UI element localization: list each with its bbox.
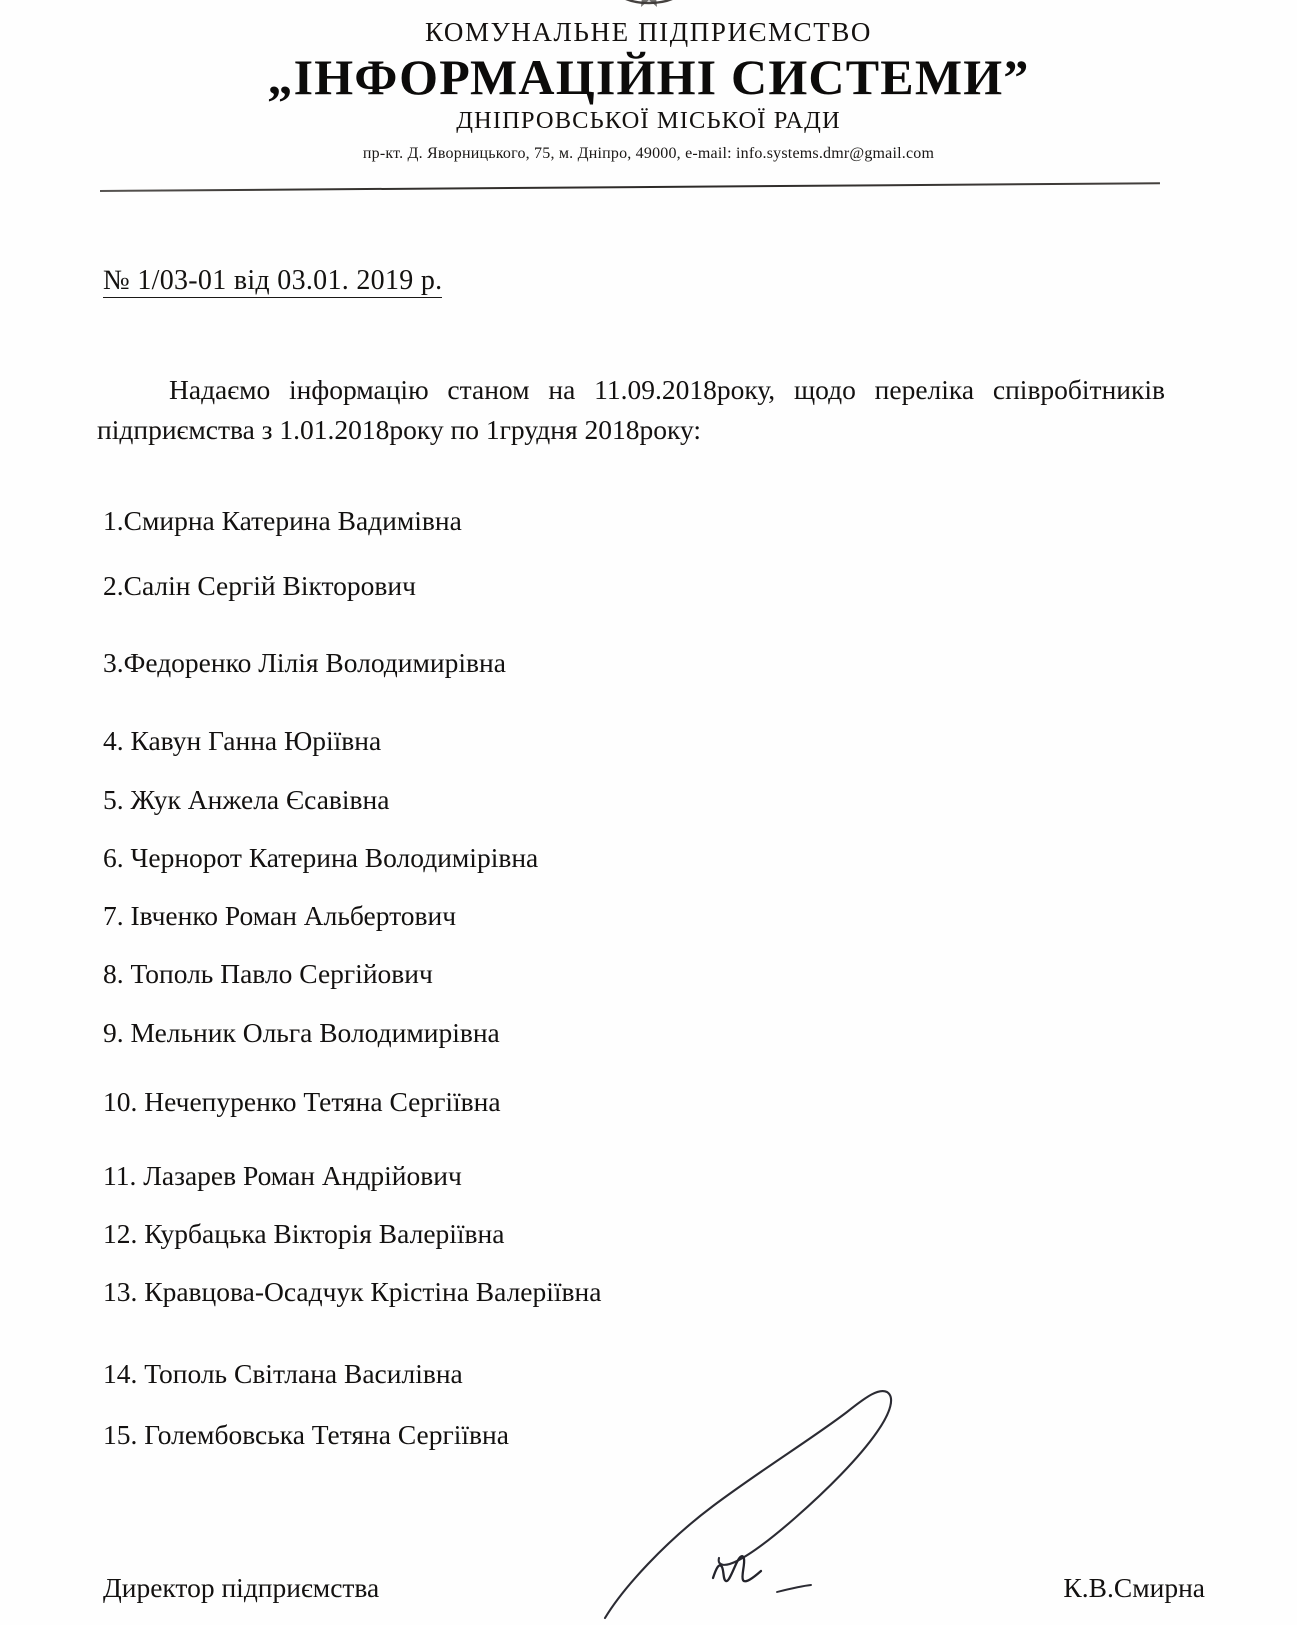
letterhead [0,18,1297,162]
list-item: 11. Лазарев Роман Андрійович [103,1160,462,1191]
signer-role: Директор підприємства [103,1572,380,1603]
list-item: 1.Смирна Катерина Вадимівна [103,505,462,536]
letterhead-divider [100,182,1160,192]
signer-name: К.В.Смирна [1063,1572,1205,1603]
list-item: 10. Нечепуренко Тетяна Сергіївна [103,1086,501,1117]
list-item: 6. Чернорот Катерина Володимірівна [103,842,539,873]
org-type-line: КОМУНАЛЬНЕ ПІДПРИЄМСТВО [424,17,873,47]
handwritten-signature [595,1330,915,1620]
body-paragraph-text: Надаємо інформацію станом на 11.09.2018року, щодо переліка співробітників підприємства з 1.01.2018року по 1грудня 2018року: [97,374,1165,446]
letterhead-emblem-container [0,0,1297,12]
body-paragraph [97,370,1165,450]
list-item: 7. Івченко Роман Альбертович [103,900,457,931]
document-number [103,265,442,297]
list-item: 4. Кавун Ганна Юріївна [103,725,382,756]
coat-of-arms-emblem [601,0,697,12]
list-item: 9. Мельник Ольга Володимирівна [103,1017,500,1048]
org-name-line: „ІНФОРМАЦІЙНІ СИСТЕМИ” [267,48,1030,105]
list-item: 5. Жук Анжела Єсавівна [103,784,390,815]
list-item: 15. Голембовська Тетяна Сергіївна [103,1419,509,1450]
list-item: 8. Тополь Павло Сергійович [103,958,433,989]
list-item: 14. Тополь Світлана Василівна [103,1358,463,1389]
document-number-text: № 1/03-01 від 03.01. 2019 р. [103,265,443,296]
list-item: 12. Курбацька Вікторія Валеріївна [103,1218,505,1249]
list-item: 13. Кравцова-Осадчук Крістіна Валеріївна [103,1276,602,1307]
list-item: 3.Федоренко Лілія Володимирівна [103,647,506,678]
list-item: 2.Салін Сергій Вікторович [103,570,416,601]
org-address-line: пр-кт. Д. Яворницького, 75, м. Дніпро, 49000, e-mail: info.systems.dmr@gmail.com [362,144,935,162]
org-affiliation-line: ДНІПРОВСЬКОЇ МІСЬКОЇ РАДИ [456,106,841,134]
